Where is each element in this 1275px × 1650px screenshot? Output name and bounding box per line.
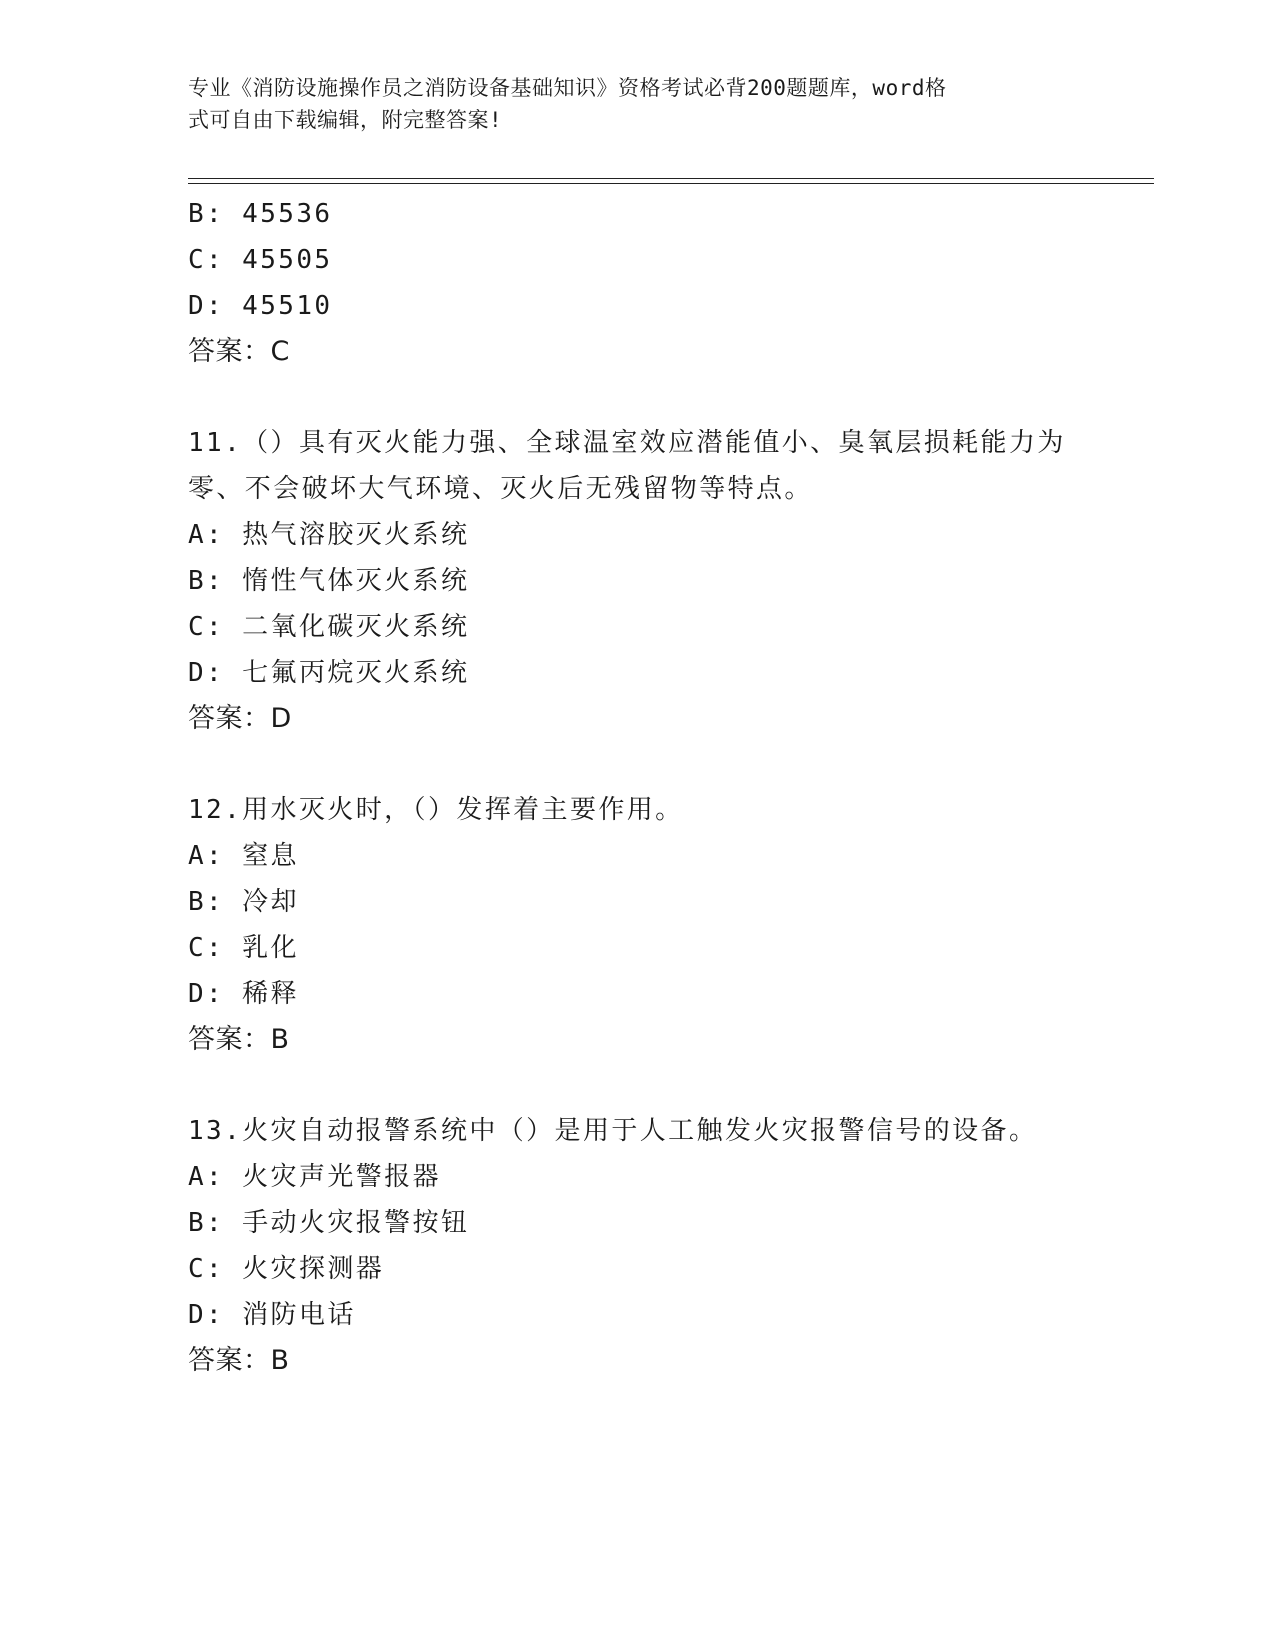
option-b: B: 手动火灾报警按钮 xyxy=(188,1208,470,1238)
header-line-2: 式可自由下载编辑，附完整答案! xyxy=(188,108,503,132)
spacer xyxy=(188,742,1088,787)
answer-line: 答案：D xyxy=(188,703,292,734)
option-b: B: 惰性气体灭火系统 xyxy=(188,566,470,596)
option-a: A: 窒息 xyxy=(188,841,299,871)
spacer xyxy=(188,1063,1088,1108)
question-11 xyxy=(188,420,1088,742)
prev-question-block xyxy=(188,191,1088,375)
document-header xyxy=(188,72,1068,136)
header-divider-bottom xyxy=(188,183,1154,184)
option-b: B: 45536 xyxy=(188,199,333,229)
option-d: D: 45510 xyxy=(188,291,333,321)
question-stem-line: 零、不会破坏大气环境、灭火后无残留物等特点。 xyxy=(188,474,813,504)
answer-line: 答案：B xyxy=(188,1024,290,1055)
spacer xyxy=(188,375,1088,420)
header-line-1: 专业《消防设施操作员之消防设备基础知识》资格考试必背200题题库，word格 xyxy=(188,76,947,100)
question-stem-line: 13.火灾自动报警系统中（）是用于人工触发火灾报警信号的设备。 xyxy=(188,1116,1038,1146)
option-c: C: 火灾探测器 xyxy=(188,1254,385,1284)
option-d: D: 消防电话 xyxy=(188,1300,356,1330)
question-13 xyxy=(188,1108,1088,1384)
question-stem-line: 11.（）具有灭火能力强、全球温室效应潜能值小、臭氧层损耗能力为 xyxy=(188,428,1066,458)
option-c: C: 二氧化碳灭火系统 xyxy=(188,612,470,642)
header-divider-top xyxy=(188,178,1154,179)
option-a: A: 火灾声光警报器 xyxy=(188,1162,441,1192)
question-12 xyxy=(188,787,1088,1063)
option-d: D: 稀释 xyxy=(188,979,299,1009)
answer-line: 答案：B xyxy=(188,1345,290,1376)
question-list xyxy=(188,191,1088,1384)
option-c: C: 45505 xyxy=(188,245,333,275)
option-b: B: 冷却 xyxy=(188,887,299,917)
question-stem-line: 12.用水灭火时，（）发挥着主要作用。 xyxy=(188,795,684,825)
option-c: C: 乳化 xyxy=(188,933,299,963)
answer-line: 答案：C xyxy=(188,336,290,367)
option-a: A: 热气溶胶灭火系统 xyxy=(188,520,470,550)
option-d: D: 七氟丙烷灭火系统 xyxy=(188,658,470,688)
